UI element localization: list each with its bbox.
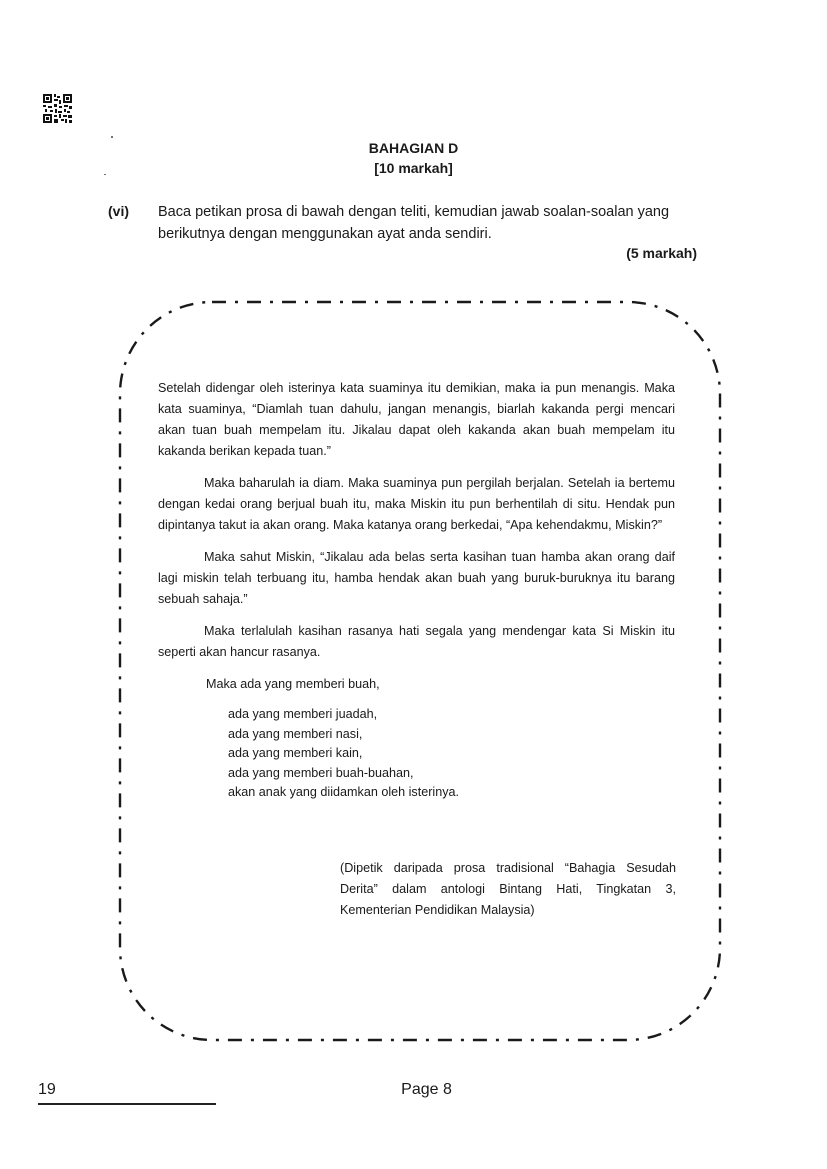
- passage-paragraph-5: Maka ada yang memberi buah,: [206, 677, 380, 691]
- passage-paragraph-4: Maka terlalulah kasihan rasanya hati segala yang mendengar kata Si Miskin itu seperti akan hancur rasanya.: [158, 624, 675, 659]
- verse-line: ada yang memberi buah-buahan,: [228, 765, 414, 780]
- verse-line: akan anak yang diidamkan oleh isterinya.: [228, 785, 460, 799]
- page-number: 19: [38, 1081, 56, 1098]
- footer-rule: [38, 1103, 216, 1105]
- passage-paragraph-1: Setelah didengar oleh isterinya kata suaminya itu demikian, maka ia pun menangis. Maka kata suaminya, “Diamlah tuan dahulu, jangan menangis, biarlah kakanda pergi mencari akan tuan buah mempelam itu. Jikalau dapat oleh kakanda akan buah mempelam itu kakanda berikan kepada tuan.”: [158, 381, 675, 458]
- question-marks: (5 markah): [626, 245, 697, 261]
- passage-paragraph-2: Maka baharulah ia diam. Maka suaminya pun pergilah berjalan. Setelah ia bertemu dengan kedai orang berjual buah itu, maka Miskin itu pun berhentilah di situ. Hendak pun dipintanya takut ia akan orang. Maka katanya orang berkedai, “Apa kehendakmu, Miskin?”: [158, 476, 675, 532]
- prose-passage: [158, 378, 675, 803]
- passage-verse: [228, 705, 675, 803]
- page-label-text: Page 8: [401, 1081, 452, 1098]
- section-marks: [10 markah]: [374, 160, 453, 176]
- question-instruction: Baca petikan prosa di bawah dengan teliti, kemudian jawab soalan-soalan yang berikutnya dengan menggunakan ayat anda sendiri.: [158, 204, 670, 242]
- verse-line: ada yang memberi juadah,: [228, 707, 378, 721]
- verse-line: ada yang memberi kain,: [228, 746, 363, 760]
- question-number: (vi): [108, 203, 129, 219]
- section-title: BAHAGIAN D: [368, 140, 459, 156]
- passage-paragraph-3: Maka sahut Miskin, “Jikalau ada belas serta kasihan tuan hamba akan orang daif lagi miskin telah terbuang itu, hamba hendak akan buah yang buruk-buruknya itu barang sebuah sahaja.”: [158, 550, 675, 606]
- passage-source: (Dipetik daripada prosa tradisional “Bahagia Sesudah Derita” dalam antologi Bintang Hati, Tingkatan 3, Kementerian Pendidikan Malaysia): [340, 861, 676, 917]
- verse-line: ada yang memberi nasi,: [228, 726, 363, 741]
- page-label: [0, 1081, 827, 1099]
